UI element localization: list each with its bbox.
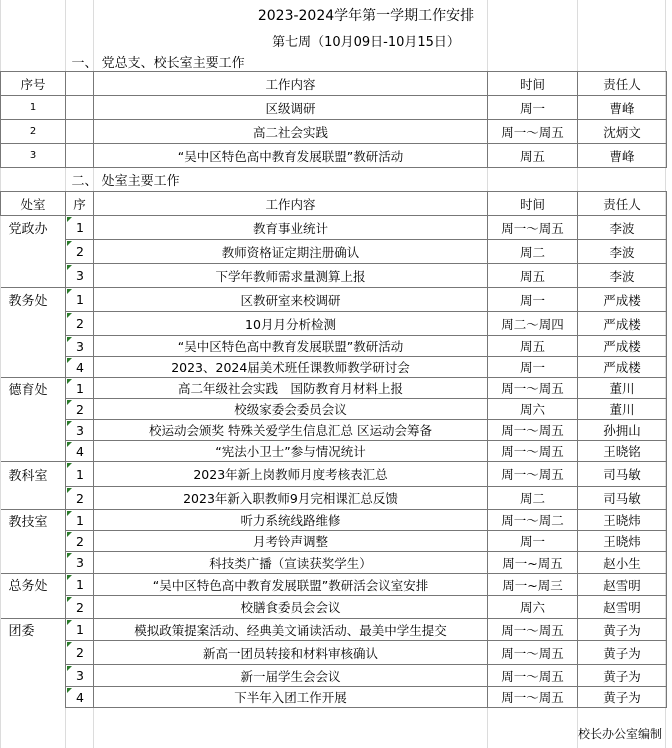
table-row [1, 596, 667, 619]
table-row [1, 687, 667, 708]
time-cell: 周一～周五 [488, 216, 578, 240]
table-row: 3 “吴中区特色高中教育发展联盟”教研活动 周五 曹峰 [1, 144, 667, 168]
content-cell: “宪法小卫士”参与情况统计 [94, 441, 488, 462]
time-cell: 周一~周五 [488, 552, 578, 574]
content-cell: “吴中区特色高中教育发展联盟”教研活动 [94, 336, 488, 357]
time-cell: 周一~周三 [488, 574, 578, 596]
content-cell: “吴中区特色高中教育发展联盟”教研活会议室安排 [94, 574, 488, 596]
content-cell: 科技类广播（宣读获奖学生） [94, 552, 488, 574]
dept-cell: 总务处 [1, 574, 66, 596]
owner-cell: 李波 [578, 240, 667, 264]
time-cell: 周五 [488, 264, 578, 288]
section2-heading: 二、 处室主要工作 [71, 174, 180, 189]
seq-cell: 2 [66, 641, 94, 665]
owner-cell: 严成楼 [578, 288, 667, 312]
content-cell: 新高一团员转接和材料审核确认 [94, 641, 488, 665]
time-cell: 周六 [488, 596, 578, 619]
header-content: 工作内容 [94, 192, 488, 216]
time-cell: 周一～周五 [488, 462, 578, 487]
content-cell: 下学年教师需求量测算上报 [94, 264, 488, 288]
header-content: 工作内容 [94, 72, 488, 96]
dept-cell [1, 420, 66, 441]
seq-cell: 3 [66, 264, 94, 288]
time-cell: 周六 [488, 399, 578, 420]
table-row [1, 357, 667, 378]
dept-cell [1, 641, 66, 665]
header-seq: 序 [66, 192, 94, 216]
header-time: 时间 [488, 72, 578, 96]
time-cell: 周一～周五 [488, 665, 578, 687]
owner-cell: 严成楼 [578, 357, 667, 378]
content-cell: 月考铃声调整 [94, 531, 488, 552]
content-cell: 教师资格证定期注册确认 [94, 240, 488, 264]
time-cell: 周二～周四 [488, 312, 578, 336]
seq-cell: 2 [66, 312, 94, 336]
owner-cell: 王晓铭 [578, 441, 667, 462]
time-cell: 周二 [488, 240, 578, 264]
dept-cell [1, 441, 66, 462]
content-cell: 下半年入团工作开展 [94, 687, 488, 708]
owner-cell: 赵雪明 [578, 574, 667, 596]
table-row [1, 399, 667, 420]
dept-cell: 团委 [1, 619, 66, 641]
owner-cell: 赵雪明 [578, 596, 667, 619]
seq-cell: 1 [66, 216, 94, 240]
table-row [1, 441, 667, 462]
time-cell: 周一～周二 [488, 510, 578, 531]
dept-cell [1, 264, 66, 288]
owner-cell: 孙拥山 [578, 420, 667, 441]
header-dept: 处室 [1, 192, 66, 216]
seq-cell: 1 [66, 510, 94, 531]
owner-cell: 赵小生 [578, 552, 667, 574]
table-row [1, 336, 667, 357]
table-row [1, 619, 667, 641]
table-row [1, 510, 667, 531]
table-row [1, 420, 667, 441]
owner-cell: 黄子为 [578, 619, 667, 641]
content-cell: 听力系统线路维修 [94, 510, 488, 531]
seq-cell: 1 [66, 619, 94, 641]
table-row [1, 462, 667, 487]
section1-header-row [1, 72, 667, 96]
content-cell: 2023年新入职教师9月完相课汇总反馈 [94, 487, 488, 510]
owner-cell: 王晓炜 [578, 510, 667, 531]
table-row [1, 216, 667, 240]
seq-cell: 1 [66, 288, 94, 312]
header-owner: 责任人 [578, 192, 667, 216]
time-cell: 周一～周五 [488, 687, 578, 708]
dept-cell [1, 665, 66, 687]
table-row [1, 264, 667, 288]
table-row [1, 665, 667, 687]
seq-cell: 4 [66, 687, 94, 708]
seq-cell: 2 [66, 399, 94, 420]
seq-cell: 4 [66, 441, 94, 462]
content-cell: 校级家委会委员会议 [94, 399, 488, 420]
owner-cell: 严成楼 [578, 336, 667, 357]
footer-note: 校长办公室编制 [577, 727, 662, 741]
time-cell: 周一 [488, 288, 578, 312]
owner-cell: 李波 [578, 264, 667, 288]
seq-cell: 3 [66, 336, 94, 357]
owner-cell: 李波 [578, 216, 667, 240]
table-row [1, 312, 667, 336]
table-row [1, 641, 667, 665]
time-cell: 周一～周五 [488, 420, 578, 441]
seq-cell: 3 [66, 665, 94, 687]
table-row [1, 378, 667, 399]
table-row: 1 区级调研 周一 曹峰 [1, 96, 667, 120]
dept-cell [1, 531, 66, 552]
time-cell: 周一～周五 [488, 378, 578, 399]
seq-cell: 2 [66, 531, 94, 552]
seq-cell: 2 [66, 487, 94, 510]
dept-cell [1, 312, 66, 336]
table-row [1, 531, 667, 552]
seq-cell: 1 [66, 462, 94, 487]
content-cell: 校膳食委员会会议 [94, 596, 488, 619]
owner-cell: 王晓炜 [578, 531, 667, 552]
table-row [1, 574, 667, 596]
dept-cell: 教科室 [1, 462, 66, 487]
seq-cell: 3 [66, 552, 94, 574]
dept-cell: 教务处 [1, 288, 66, 312]
dept-cell [1, 240, 66, 264]
time-cell: 周一～周五 [488, 641, 578, 665]
content-cell: 2023年新上岗教师月度考核表汇总 [94, 462, 488, 487]
time-cell: 周一～周五 [488, 619, 578, 641]
owner-cell: 黄子为 [578, 641, 667, 665]
dept-cell [1, 552, 66, 574]
dept-cell [1, 336, 66, 357]
seq-cell: 1 [66, 378, 94, 399]
seq-cell: 2 [66, 596, 94, 619]
dept-cell: 教技室 [1, 510, 66, 531]
time-cell: 周一 [488, 357, 578, 378]
time-cell: 周五 [488, 336, 578, 357]
owner-cell: 黄子为 [578, 665, 667, 687]
content-cell: 教育事业统计 [94, 216, 488, 240]
week-label: 第七周（10月09日-10月15日） [272, 35, 460, 50]
seq-cell: 2 [66, 240, 94, 264]
dept-cell [1, 487, 66, 510]
header-time: 时间 [488, 192, 578, 216]
seq-cell: 3 [66, 420, 94, 441]
content-cell: 10月月分析检测 [94, 312, 488, 336]
content-cell: 高二年级社会实践 国防教育月材料上报 [94, 378, 488, 399]
owner-cell: 司马敏 [578, 487, 667, 510]
owner-cell: 董川 [578, 399, 667, 420]
content-cell: 模拟政策提案活动、经典美文诵读活动、最美中学生提交 [94, 619, 488, 641]
seq-cell: 1 [66, 574, 94, 596]
table-row [1, 487, 667, 510]
owner-cell: 严成楼 [578, 312, 667, 336]
table-row: 2 高二社会实践 周一～周五 沈炳文 [1, 120, 667, 144]
owner-cell: 司马敏 [578, 462, 667, 487]
table-row [1, 240, 667, 264]
dept-cell [1, 399, 66, 420]
table-row [1, 552, 667, 574]
header-owner: 责任人 [578, 72, 667, 96]
dept-cell: 党政办 [1, 216, 66, 240]
content-cell: 校运动会颁奖 特殊关爱学生信息汇总 区运动会筹备 [94, 420, 488, 441]
page-title: 2023-2024学年第一学期工作安排 [257, 7, 475, 24]
time-cell: 周一～周五 [488, 441, 578, 462]
seq-cell: 4 [66, 357, 94, 378]
owner-cell: 董川 [578, 378, 667, 399]
header-no: 序号 [1, 72, 66, 96]
table-row [1, 288, 667, 312]
dept-cell [1, 687, 66, 708]
dept-cell [1, 357, 66, 378]
dept-cell: 德育处 [1, 378, 66, 399]
section2-header-row [1, 192, 667, 216]
section1-heading: 一、 党总支、校长室主要工作 [71, 56, 245, 71]
time-cell: 周一 [488, 531, 578, 552]
owner-cell: 黄子为 [578, 687, 667, 708]
content-cell: 新一届学生会会议 [94, 665, 488, 687]
content-cell: 区教研室来校调研 [94, 288, 488, 312]
time-cell: 周二 [488, 487, 578, 510]
dept-cell [1, 596, 66, 619]
content-cell: 2023、2024届美术班任课教师教学研讨会 [94, 357, 488, 378]
